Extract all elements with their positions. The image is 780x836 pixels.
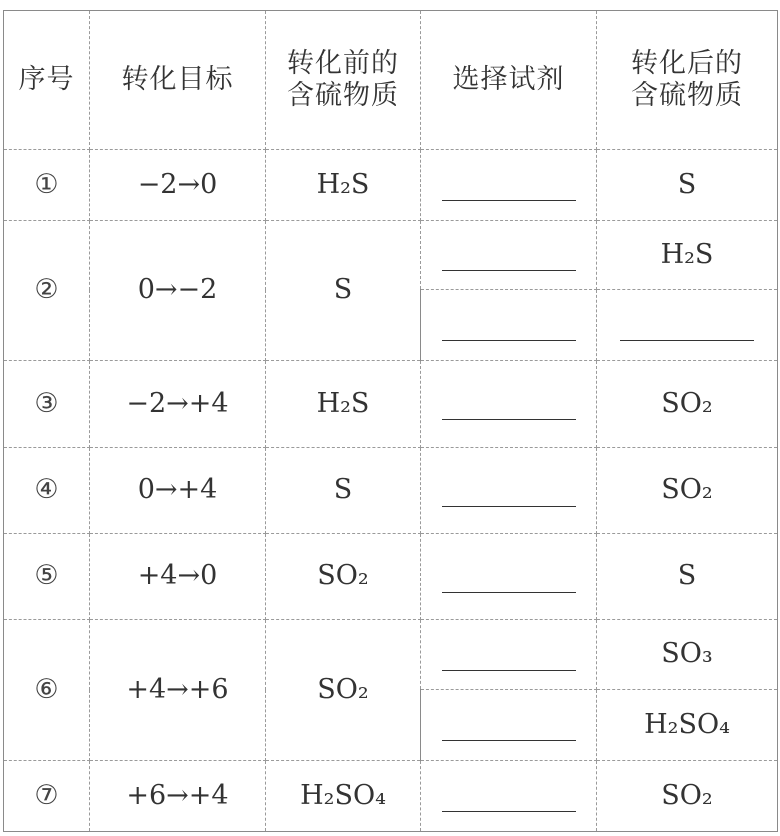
table-row <box>4 448 778 534</box>
table-row <box>4 361 778 448</box>
row-after: SO₂ <box>597 448 778 534</box>
reagent-cell <box>421 361 597 448</box>
row-after: SO₂ <box>597 761 778 832</box>
row-index: ① <box>4 150 90 221</box>
reagent-cell <box>421 761 597 832</box>
row-index: ② <box>4 221 90 361</box>
reagent-cell <box>421 690 597 761</box>
reagent-cell <box>421 534 597 620</box>
reagent-cell <box>421 150 597 221</box>
row-target: 0→−2 <box>90 221 266 361</box>
row-target: +4→+6 <box>90 620 266 761</box>
table-row <box>4 150 778 221</box>
header-after-line2: 含硫物质 <box>631 80 743 111</box>
header-index: 序号 <box>4 11 90 150</box>
reagent-cell <box>421 221 597 290</box>
row-index: ⑤ <box>4 534 90 620</box>
row-before: H₂SO₄ <box>266 761 421 832</box>
row-index: ⑦ <box>4 761 90 832</box>
row-before: S <box>266 221 421 361</box>
reagent-blank[interactable] <box>442 395 576 420</box>
reagent-blank[interactable] <box>442 787 576 812</box>
header-reagent: 选择试剂 <box>421 11 597 150</box>
reagent-blank[interactable] <box>442 646 576 671</box>
reagent-blank[interactable] <box>442 246 576 271</box>
reagent-cell <box>421 290 597 361</box>
header-target: 转化目标 <box>90 11 266 150</box>
table-row <box>4 620 778 690</box>
row-index: ③ <box>4 361 90 448</box>
table-row <box>4 221 778 290</box>
reagent-blank[interactable] <box>442 316 576 341</box>
row-before: SO₂ <box>266 534 421 620</box>
row-target: +6→+4 <box>90 761 266 832</box>
product-blank[interactable] <box>620 316 754 341</box>
header-before-line1: 转化前的 <box>287 47 399 79</box>
row-target: −2→+4 <box>90 361 266 448</box>
sulfur-conversion-table <box>3 10 778 832</box>
header-before-line2: 含硫物质 <box>287 80 399 111</box>
reagent-blank[interactable] <box>442 482 576 507</box>
header-before <box>266 11 421 150</box>
row-before: SO₂ <box>266 620 421 761</box>
row-after: SO₃ <box>597 620 778 690</box>
header-after-line1: 转化后的 <box>631 47 743 79</box>
row-before: S <box>266 448 421 534</box>
table-row <box>4 761 778 832</box>
row-after: H₂S <box>597 221 778 290</box>
row-after: H₂SO₄ <box>597 690 778 761</box>
row-after: S <box>597 534 778 620</box>
header-after <box>597 11 778 150</box>
row-target: −2→0 <box>90 150 266 221</box>
row-after: SO₂ <box>597 361 778 448</box>
row-index: ④ <box>4 448 90 534</box>
reagent-blank[interactable] <box>442 176 576 201</box>
header-row <box>4 11 778 150</box>
row-after: S <box>597 150 778 221</box>
table-row <box>4 534 778 620</box>
reagent-cell <box>421 620 597 690</box>
reagent-cell <box>421 448 597 534</box>
row-before: H₂S <box>266 150 421 221</box>
reagent-blank[interactable] <box>442 568 576 593</box>
reagent-blank[interactable] <box>442 716 576 741</box>
row-target: 0→+4 <box>90 448 266 534</box>
product-blank-cell <box>597 290 778 361</box>
row-index: ⑥ <box>4 620 90 761</box>
row-before: H₂S <box>266 361 421 448</box>
row-target: +4→0 <box>90 534 266 620</box>
